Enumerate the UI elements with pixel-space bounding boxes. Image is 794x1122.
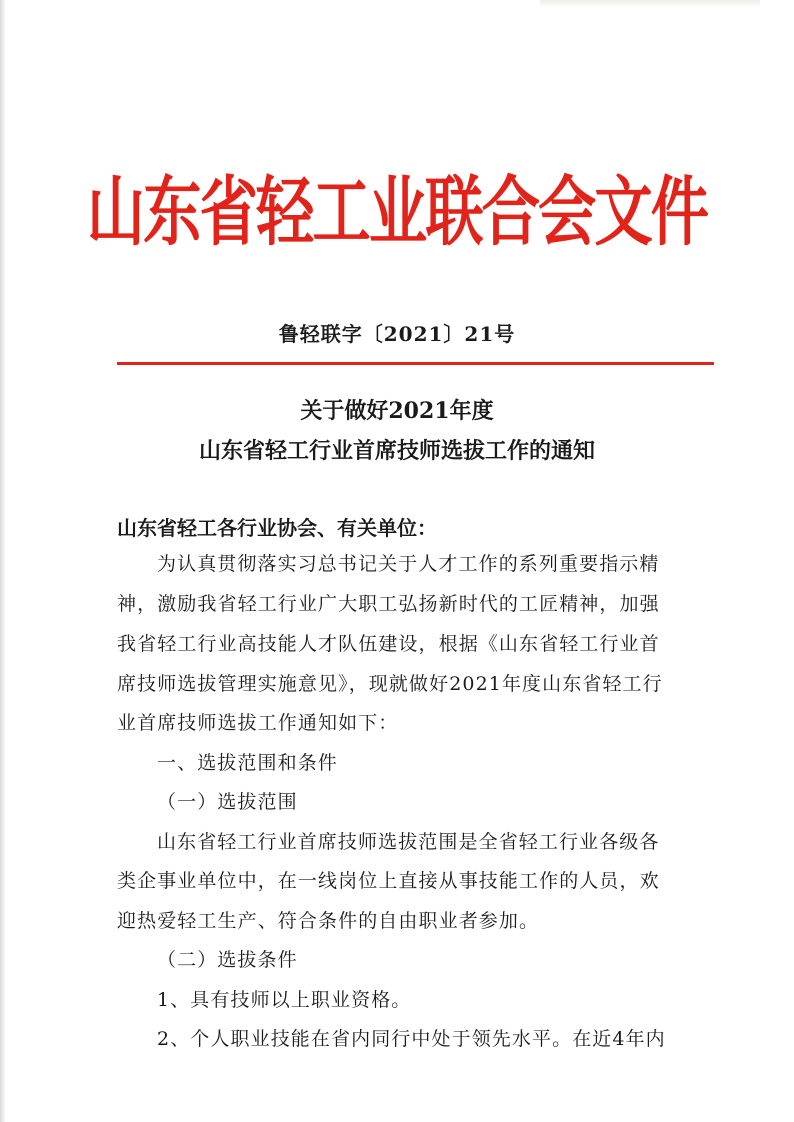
notice-title-line1: 关于做好2021年度: [300, 398, 494, 424]
body-line: 神，激励我省轻工行业广大职工弘扬新时代的工匠精神，加强: [117, 593, 660, 615]
body-line: 我省轻工行业高技能人才队伍建设，根据《山东省轻工行业首: [117, 633, 660, 655]
salutation: 山东省轻工各行业协会、有关单位：: [117, 516, 437, 540]
list-item: 2、个人职业技能在省内同行中处于领先水平。在近4年内: [157, 1028, 666, 1050]
header-divider: [117, 362, 714, 365]
list-item: 1、具有技师以上职业资格。: [157, 989, 412, 1011]
body-line: 业首席技师选拔工作通知如下：: [117, 712, 399, 734]
notice-title-line2: 山东省轻工行业首席技师选拔工作的通知: [198, 438, 595, 464]
body-line: 类企事业单位中，在一线岗位上直接从事技能工作的人员，欢: [117, 870, 660, 892]
body-line: 山东省轻工行业首席技师选拔范围是全省轻工行业各级各: [157, 831, 660, 853]
scan-top-mark: [540, 0, 760, 8]
body-line: 席技师选拔管理实施意见》，现就做好2021年度山东省轻工行: [117, 673, 663, 695]
body-line: 迎热爱轻工生产、符合条件的自由职业者参加。: [117, 910, 540, 932]
section-heading: 一、选拔范围和条件: [157, 752, 338, 774]
subsection-heading: （二）选拔条件: [157, 949, 298, 971]
subsection-heading: （一）选拔范围: [157, 791, 298, 813]
body-line: 为认真贯彻落实习总书记关于人才工作的系列重要指示精: [157, 553, 660, 575]
header-title: 山东省轻工业联合会文件: [86, 166, 708, 256]
document-header: [0, 150, 794, 260]
document-number: 鲁轻联字〔2021〕21号: [278, 322, 516, 346]
